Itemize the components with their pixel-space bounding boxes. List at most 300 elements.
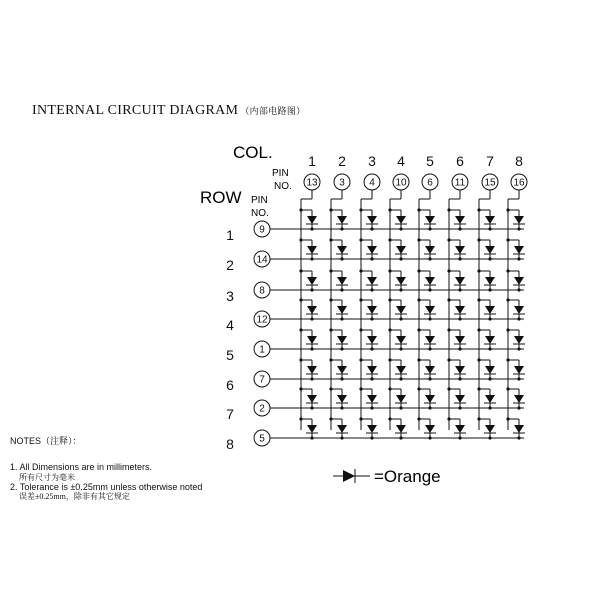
- junction-dot: [340, 257, 343, 260]
- junction-dot: [310, 227, 313, 230]
- diode-triangle: [307, 366, 317, 374]
- diode-triangle: [485, 395, 495, 403]
- junction-dot: [517, 257, 520, 260]
- junction-dot: [488, 436, 491, 439]
- diode-triangle: [514, 277, 524, 285]
- led-diode: [388, 417, 407, 439]
- junction-dot: [388, 358, 391, 361]
- led-diode: [506, 387, 525, 409]
- led-diode: [299, 387, 318, 409]
- diode-triangle: [485, 366, 495, 374]
- diode-triangle: [307, 277, 317, 285]
- junction-dot: [488, 406, 491, 409]
- junction-dot: [458, 377, 461, 380]
- junction-dot: [388, 328, 391, 331]
- led-diode: [477, 328, 496, 350]
- led-diode: [506, 208, 525, 230]
- note-1: 1. All Dimensions are in millimeters.: [10, 462, 153, 473]
- junction-dot: [458, 347, 461, 350]
- led-diode: [417, 417, 436, 439]
- junction-dot: [329, 328, 332, 331]
- led-diode: [417, 387, 436, 409]
- led-diode: [506, 238, 525, 260]
- junction-dot: [417, 269, 420, 272]
- led-diode: [388, 269, 407, 291]
- diode-triangle: [396, 306, 406, 314]
- diode-triangle: [367, 425, 377, 433]
- junction-dot: [340, 227, 343, 230]
- led-diode: [299, 298, 318, 320]
- junction-dot: [477, 358, 480, 361]
- diode-triangle: [337, 336, 347, 344]
- led-diode: [388, 358, 407, 380]
- row-pin-number: 7: [259, 374, 265, 386]
- led-diode: [477, 269, 496, 291]
- column-number: 1: [308, 153, 316, 169]
- diode-triangle: [485, 277, 495, 285]
- led-diode: [299, 269, 318, 291]
- junction-dot: [310, 406, 313, 409]
- column-number: 5: [426, 153, 434, 169]
- led-diode: [477, 238, 496, 260]
- junction-dot: [458, 317, 461, 320]
- junction-dot: [299, 417, 302, 420]
- led-diode: [299, 238, 318, 260]
- diode-triangle: [514, 306, 524, 314]
- diode-triangle: [425, 425, 435, 433]
- junction-dot: [340, 347, 343, 350]
- led-matrix: [226, 153, 527, 452]
- row-no-label: NO.: [251, 208, 269, 219]
- junction-dot: [488, 317, 491, 320]
- led-diode: [447, 208, 466, 230]
- junction-dot: [458, 288, 461, 291]
- junction-dot: [310, 436, 313, 439]
- col-header: COL.: [233, 143, 273, 162]
- junction-dot: [370, 227, 373, 230]
- junction-dot: [517, 406, 520, 409]
- junction-dot: [428, 377, 431, 380]
- junction-dot: [359, 269, 362, 272]
- junction-dot: [370, 288, 373, 291]
- junction-dot: [428, 227, 431, 230]
- junction-dot: [388, 417, 391, 420]
- led-diode: [417, 238, 436, 260]
- junction-dot: [299, 269, 302, 272]
- led-diode: [329, 417, 348, 439]
- junction-dot: [477, 298, 480, 301]
- diode-triangle: [425, 395, 435, 403]
- diode-triangle: [425, 277, 435, 285]
- row-pin-label: PIN: [251, 195, 268, 206]
- led-diode: [447, 269, 466, 291]
- diode-triangle: [396, 336, 406, 344]
- diode-triangle: [455, 216, 465, 224]
- junction-dot: [488, 257, 491, 260]
- junction-dot: [517, 317, 520, 320]
- junction-dot: [359, 417, 362, 420]
- junction-dot: [399, 377, 402, 380]
- row-pin-number: 12: [256, 314, 268, 326]
- junction-dot: [458, 436, 461, 439]
- col-no-label: NO.: [274, 181, 292, 192]
- led-diode: [359, 298, 378, 320]
- junction-dot: [506, 358, 509, 361]
- column-number: 3: [368, 153, 376, 169]
- led-diode: [299, 417, 318, 439]
- junction-dot: [340, 288, 343, 291]
- junction-dot: [359, 298, 362, 301]
- junction-dot: [517, 377, 520, 380]
- junction-dot: [417, 298, 420, 301]
- diode-triangle: [307, 425, 317, 433]
- row-number: 8: [226, 436, 234, 452]
- junction-dot: [310, 288, 313, 291]
- diode-triangle: [455, 277, 465, 285]
- junction-dot: [428, 436, 431, 439]
- led-diode: [329, 208, 348, 230]
- junction-dot: [340, 436, 343, 439]
- diode-triangle: [514, 425, 524, 433]
- junction-dot: [447, 328, 450, 331]
- junction-dot: [299, 328, 302, 331]
- junction-dot: [359, 387, 362, 390]
- column-pin-number: 11: [454, 177, 466, 189]
- row-number: 6: [226, 377, 234, 393]
- junction-dot: [517, 347, 520, 350]
- junction-dot: [506, 328, 509, 331]
- diode-triangle: [367, 277, 377, 285]
- led-diode: [477, 417, 496, 439]
- led-diode: [447, 417, 466, 439]
- led-diode: [506, 328, 525, 350]
- junction-dot: [310, 347, 313, 350]
- junction-dot: [329, 358, 332, 361]
- diode-icon: [333, 469, 370, 483]
- column-pin-number: 16: [513, 177, 525, 189]
- diode-triangle: [396, 277, 406, 285]
- junction-dot: [506, 269, 509, 272]
- notes: [10, 436, 202, 501]
- led-diode: [447, 358, 466, 380]
- junction-dot: [477, 328, 480, 331]
- led-diode: [506, 298, 525, 320]
- diode-triangle: [425, 366, 435, 374]
- column-pin-number: 6: [427, 177, 433, 189]
- junction-dot: [428, 317, 431, 320]
- diode-triangle: [337, 277, 347, 285]
- diode-triangle: [455, 425, 465, 433]
- title-sub: （内部电路图）: [240, 106, 306, 116]
- led-diode: [388, 387, 407, 409]
- led-diode: [359, 238, 378, 260]
- diode-triangle: [367, 216, 377, 224]
- diode-triangle: [396, 246, 406, 254]
- diode-triangle: [337, 366, 347, 374]
- junction-dot: [388, 208, 391, 211]
- diode-triangle: [455, 246, 465, 254]
- junction-dot: [447, 269, 450, 272]
- junction-dot: [517, 227, 520, 230]
- junction-dot: [370, 406, 373, 409]
- column-pin-number: 4: [369, 177, 375, 189]
- led-diode: [388, 238, 407, 260]
- junction-dot: [447, 387, 450, 390]
- junction-dot: [388, 298, 391, 301]
- diode-triangle: [514, 246, 524, 254]
- led-diode: [417, 328, 436, 350]
- diode-triangle: [307, 306, 317, 314]
- junction-dot: [447, 417, 450, 420]
- diode-triangle: [514, 216, 524, 224]
- led-diode: [388, 328, 407, 350]
- col-pin-label: PIN: [272, 168, 289, 179]
- led-diode: [388, 298, 407, 320]
- row-number: 1: [226, 227, 234, 243]
- row-pin-number: 9: [259, 224, 265, 236]
- led-diode: [417, 269, 436, 291]
- junction-dot: [488, 227, 491, 230]
- led-diode: [299, 328, 318, 350]
- column-number: 8: [515, 153, 523, 169]
- junction-dot: [399, 317, 402, 320]
- row-pin-number: 5: [259, 433, 265, 445]
- junction-dot: [417, 328, 420, 331]
- junction-dot: [340, 317, 343, 320]
- diode-triangle: [514, 395, 524, 403]
- led-diode: [506, 358, 525, 380]
- led-diode: [359, 269, 378, 291]
- junction-dot: [299, 358, 302, 361]
- junction-dot: [399, 288, 402, 291]
- diode-triangle: [396, 425, 406, 433]
- junction-dot: [417, 238, 420, 241]
- column-number: 4: [397, 153, 405, 169]
- notes-header: NOTES（注释）：: [10, 436, 82, 446]
- diode-triangle: [307, 216, 317, 224]
- junction-dot: [329, 238, 332, 241]
- junction-dot: [428, 257, 431, 260]
- junction-dot: [506, 238, 509, 241]
- diode-triangle: [337, 246, 347, 254]
- junction-dot: [299, 298, 302, 301]
- column-pin-number: 3: [339, 177, 345, 189]
- junction-dot: [359, 358, 362, 361]
- diode-triangle: [514, 336, 524, 344]
- diode-triangle: [367, 336, 377, 344]
- led-diode: [417, 208, 436, 230]
- junction-dot: [399, 257, 402, 260]
- junction-dot: [310, 377, 313, 380]
- column-pin-number: 15: [484, 177, 496, 189]
- led-diode: [506, 269, 525, 291]
- junction-dot: [477, 387, 480, 390]
- row-number: 2: [226, 257, 234, 273]
- diode-triangle: [337, 216, 347, 224]
- led-diode: [447, 298, 466, 320]
- junction-dot: [458, 406, 461, 409]
- junction-dot: [399, 347, 402, 350]
- junction-dot: [388, 238, 391, 241]
- junction-dot: [506, 298, 509, 301]
- junction-dot: [517, 436, 520, 439]
- junction-dot: [329, 208, 332, 211]
- row-pin-number: 1: [259, 344, 265, 356]
- diode-triangle: [307, 395, 317, 403]
- led-diode: [359, 328, 378, 350]
- led-diode: [477, 358, 496, 380]
- row-pin-number: 2: [259, 403, 265, 415]
- diode-triangle: [337, 425, 347, 433]
- junction-dot: [417, 208, 420, 211]
- diode-triangle: [396, 395, 406, 403]
- led-diode: [329, 387, 348, 409]
- row-header: ROW: [200, 188, 242, 207]
- junction-dot: [399, 436, 402, 439]
- diode-triangle: [425, 336, 435, 344]
- junction-dot: [488, 288, 491, 291]
- junction-dot: [506, 417, 509, 420]
- column-pin-number: 10: [395, 177, 407, 189]
- junction-dot: [370, 377, 373, 380]
- diode-triangle: [425, 246, 435, 254]
- junction-dot: [299, 387, 302, 390]
- diode-triangle: [367, 366, 377, 374]
- row-number: 5: [226, 347, 234, 363]
- junction-dot: [370, 436, 373, 439]
- led-diode: [329, 238, 348, 260]
- diode-triangle: [485, 216, 495, 224]
- led-diode: [329, 358, 348, 380]
- column-number: 7: [486, 153, 494, 169]
- junction-dot: [370, 257, 373, 260]
- junction-dot: [329, 298, 332, 301]
- diode-triangle: [455, 306, 465, 314]
- led-diode: [447, 238, 466, 260]
- junction-dot: [359, 238, 362, 241]
- diode-triangle: [337, 306, 347, 314]
- row-pin-number: 14: [256, 254, 268, 266]
- diode-triangle: [425, 216, 435, 224]
- row-pin-number: 8: [259, 285, 265, 297]
- led-diode: [359, 417, 378, 439]
- junction-dot: [428, 406, 431, 409]
- diode-triangle: [425, 306, 435, 314]
- diode-triangle: [307, 336, 317, 344]
- junction-dot: [417, 358, 420, 361]
- junction-dot: [447, 298, 450, 301]
- legend-triangle: [343, 470, 355, 482]
- junction-dot: [329, 269, 332, 272]
- junction-dot: [388, 269, 391, 272]
- junction-dot: [477, 269, 480, 272]
- junction-dot: [488, 347, 491, 350]
- led-diode: [359, 358, 378, 380]
- row-number: 7: [226, 406, 234, 422]
- led-diode: [417, 358, 436, 380]
- junction-dot: [399, 227, 402, 230]
- led-diode: [359, 208, 378, 230]
- led-diode: [477, 298, 496, 320]
- column-number: 6: [456, 153, 464, 169]
- diode-triangle: [485, 246, 495, 254]
- junction-dot: [506, 208, 509, 211]
- diode-triangle: [337, 395, 347, 403]
- junction-dot: [340, 406, 343, 409]
- junction-dot: [477, 208, 480, 211]
- legend-label: =Orange: [374, 467, 441, 486]
- diode-triangle: [485, 336, 495, 344]
- led-diode: [506, 417, 525, 439]
- junction-dot: [299, 208, 302, 211]
- led-diode: [417, 298, 436, 320]
- junction-dot: [329, 387, 332, 390]
- led-diode: [447, 328, 466, 350]
- title-main: INTERNAL CIRCUIT DIAGRAM: [32, 103, 239, 118]
- note-1-cn: 所有尺寸为毫米: [19, 472, 75, 482]
- diode-triangle: [396, 216, 406, 224]
- diode-triangle: [367, 306, 377, 314]
- led-diode: [329, 269, 348, 291]
- junction-dot: [488, 377, 491, 380]
- led-diode: [329, 328, 348, 350]
- junction-dot: [359, 208, 362, 211]
- led-diode: [447, 387, 466, 409]
- led-diode: [329, 298, 348, 320]
- junction-dot: [417, 417, 420, 420]
- junction-dot: [359, 328, 362, 331]
- led-diode: [477, 208, 496, 230]
- junction-dot: [370, 317, 373, 320]
- junction-dot: [477, 238, 480, 241]
- junction-dot: [458, 257, 461, 260]
- column-pin-number: 13: [306, 177, 318, 189]
- led-diode: [299, 358, 318, 380]
- junction-dot: [370, 347, 373, 350]
- junction-dot: [447, 238, 450, 241]
- junction-dot: [447, 208, 450, 211]
- note-2: 2. Tolerance is ±0.25mm unless otherwise noted: [10, 481, 203, 492]
- led-diode: [477, 387, 496, 409]
- diode-triangle: [485, 306, 495, 314]
- junction-dot: [310, 317, 313, 320]
- junction-dot: [428, 347, 431, 350]
- led-diode: [299, 208, 318, 230]
- row-number: 4: [226, 317, 234, 333]
- diode-triangle: [485, 425, 495, 433]
- diode-triangle: [367, 395, 377, 403]
- junction-dot: [310, 257, 313, 260]
- led-diode: [359, 387, 378, 409]
- junction-dot: [447, 358, 450, 361]
- junction-dot: [340, 377, 343, 380]
- junction-dot: [417, 387, 420, 390]
- diode-triangle: [455, 395, 465, 403]
- junction-dot: [458, 227, 461, 230]
- diode-triangle: [367, 246, 377, 254]
- junction-dot: [388, 387, 391, 390]
- junction-dot: [299, 238, 302, 241]
- column-number: 2: [338, 153, 346, 169]
- junction-dot: [329, 417, 332, 420]
- junction-dot: [517, 288, 520, 291]
- diode-triangle: [514, 366, 524, 374]
- diode-triangle: [396, 366, 406, 374]
- led-diode: [388, 208, 407, 230]
- junction-dot: [399, 406, 402, 409]
- row-number: 3: [226, 288, 234, 304]
- note-2-cn: 误差±0.25mm，除非有其它规定: [19, 492, 130, 502]
